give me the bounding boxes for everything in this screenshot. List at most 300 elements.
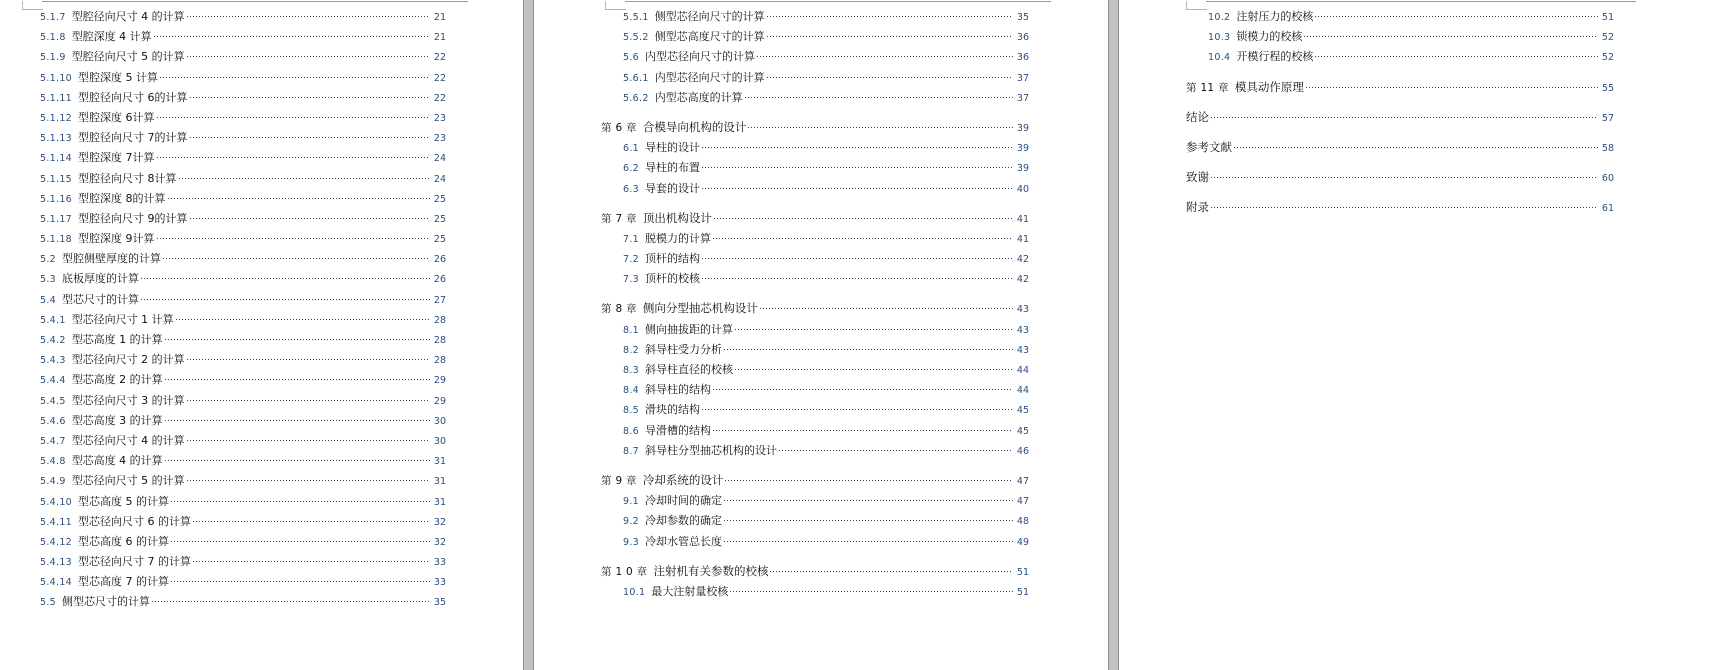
toc-entry-page-number: 37 <box>1016 92 1029 104</box>
toc-leader-dots <box>193 511 430 525</box>
toc-entry[interactable] <box>583 46 1029 66</box>
toc-entry-page-number: 28 <box>433 355 446 367</box>
toc-entry-title: 冷却时间的确定 <box>645 494 723 508</box>
toc-entry-number: 5.1.18 <box>40 234 73 246</box>
toc-leader-dots <box>702 399 1013 413</box>
toc-entry-title: 锁模力的校核 <box>1236 30 1303 44</box>
toc-entry-number: 5.1.12 <box>40 112 73 124</box>
toc-entry-number: 8.5 <box>623 405 640 417</box>
toc-entry-title: 侧向分型抽芯机构设计 <box>642 301 758 316</box>
toc-entry-page-number: 37 <box>1016 72 1029 84</box>
toc-entry-page-number: 29 <box>433 375 446 387</box>
toc-entry-title: 冷却水管总长度 <box>645 534 723 548</box>
toc-entry-page-number: 55 <box>1601 82 1614 94</box>
toc-entry[interactable] <box>1168 107 1614 127</box>
toc-entry-number: 5.6.1 <box>623 72 649 84</box>
toc-entry[interactable] <box>583 490 1029 510</box>
toc-entry-title: 型腔侧壁厚度的计算 <box>62 252 162 266</box>
toc-entry[interactable] <box>0 188 446 208</box>
toc-leader-dots <box>190 127 430 141</box>
toc-entry-title: 侧型芯尺寸的计算 <box>62 595 151 609</box>
toc-entry-page-number: 47 <box>1016 496 1029 508</box>
toc-row-spacer <box>1168 157 1614 167</box>
toc-entry-page-number: 39 <box>1016 122 1029 134</box>
toc-leader-dots <box>171 491 430 505</box>
toc-entry-title: 参考文献 <box>1186 139 1232 154</box>
toc-entry[interactable] <box>583 339 1029 359</box>
toc-entry[interactable] <box>0 491 446 511</box>
toc-entry-number: 5.4.13 <box>40 557 73 569</box>
toc-entry-page-number: 47 <box>1016 475 1029 487</box>
toc-entry-title: 型腔深度 9计算 <box>78 232 155 246</box>
toc-entry[interactable] <box>0 531 446 551</box>
toc-entry-title: 型腔径向尺寸 4 的计算 <box>71 10 185 23</box>
toc-entry[interactable] <box>0 289 446 309</box>
toc-leader-dots <box>735 319 1013 333</box>
toc-entry[interactable] <box>0 349 446 369</box>
toc-row-spacer <box>583 107 1029 117</box>
toc-leader-dots <box>724 531 1013 545</box>
toc-entry-title: 型芯高度 4 的计算 <box>71 454 163 468</box>
toc-entry-number: 第 8 章 <box>601 303 637 316</box>
toc-entry-title: 导柱的布置 <box>645 161 701 175</box>
toc-leader-dots <box>725 470 1013 484</box>
toc-entry-page-number: 51 <box>1601 12 1614 23</box>
toc-leader-dots <box>141 289 430 303</box>
gutter-edge <box>523 0 524 670</box>
toc-entry-page-number: 48 <box>1016 516 1029 528</box>
toc-entry[interactable] <box>583 581 1029 601</box>
toc-leader-dots <box>735 359 1013 373</box>
toc-entry[interactable] <box>583 470 1029 490</box>
toc-leader-dots <box>187 349 430 363</box>
toc-leader-dots <box>713 228 1013 242</box>
page-top-rule <box>42 1 468 2</box>
toc-entry-page-number: 22 <box>433 72 446 84</box>
toc-leader-dots <box>152 591 430 605</box>
toc-leader-dots <box>724 339 1013 353</box>
toc-leader-dots <box>187 430 430 444</box>
toc-entry-title: 内型芯径向尺寸的计算 <box>654 70 765 84</box>
toc-entry[interactable] <box>583 298 1029 318</box>
toc-leader-dots <box>713 420 1013 434</box>
toc-entry-page-number: 57 <box>1601 112 1614 124</box>
toc-entry[interactable] <box>1168 137 1614 157</box>
toc-entry-page-number: 28 <box>433 314 446 326</box>
toc-entry-number: 5.4 <box>40 294 57 306</box>
toc-entry[interactable] <box>583 420 1029 440</box>
toc-entry-number: 5.4.14 <box>40 577 73 589</box>
toc-entry[interactable] <box>583 379 1029 399</box>
toc-entry-title: 型芯高度 5 的计算 <box>78 494 170 508</box>
toc-entry[interactable] <box>0 168 446 188</box>
toc-entry-number: 8.3 <box>623 365 640 376</box>
toc-entry-page-number: 60 <box>1601 173 1614 185</box>
toc-leader-dots <box>171 571 430 585</box>
toc-entry-page-number: 42 <box>1016 254 1029 266</box>
toc-entry-number: 5.4.5 <box>40 395 66 407</box>
toc-entry-page-number: 31 <box>433 476 446 488</box>
toc-row-spacer <box>583 551 1029 561</box>
toc-entry-title: 型腔深度 4 计算 <box>71 30 152 44</box>
toc-entry[interactable] <box>583 178 1029 198</box>
toc-entry-page-number: 44 <box>1016 385 1029 397</box>
toc-entry-title: 型芯高度 1 的计算 <box>71 333 163 346</box>
toc-entry-title: 型芯高度 7 的计算 <box>78 575 170 589</box>
toc-leader-dots <box>767 67 1013 81</box>
toc-entry[interactable] <box>583 117 1029 137</box>
toc-entry[interactable] <box>583 510 1029 530</box>
toc-leader-dots <box>702 157 1013 171</box>
toc-entry-title: 滑块的结构 <box>645 403 701 417</box>
toc-entry-number: 第 1 0 章 <box>601 565 648 578</box>
toc-entry-title: 最大注射量校核 <box>651 584 729 598</box>
toc-entry-number: 5.3 <box>40 274 57 286</box>
toc-entry-page-number: 49 <box>1016 536 1029 548</box>
toc-leader-dots <box>745 87 1013 101</box>
toc-leader-dots <box>187 46 430 60</box>
toc-entry[interactable] <box>583 6 1029 26</box>
toc-entry[interactable] <box>583 399 1029 419</box>
toc-leader-dots <box>767 6 1013 20</box>
toc-entry-page-number: 26 <box>433 254 446 266</box>
toc-entry[interactable] <box>0 248 446 268</box>
toc-entry-number: 5.1.14 <box>40 153 73 165</box>
toc-entry-title: 型芯高度 6 的计算 <box>78 534 170 548</box>
toc-entry-page-number: 43 <box>1016 304 1029 316</box>
toc-entry-title: 顶杆的校核 <box>645 272 701 286</box>
toc-entry-number: 5.5 <box>40 597 57 609</box>
toc-entry[interactable] <box>0 26 446 46</box>
toc-entry-title: 型腔径向尺寸 7的计算 <box>78 131 188 145</box>
toc-entry-number: 5.2 <box>40 254 57 266</box>
toc-entry-number: 5.1.10 <box>40 72 73 84</box>
toc-entry[interactable] <box>0 107 446 127</box>
toc-entry-page-number: 21 <box>433 32 446 44</box>
toc-entry-page-number: 30 <box>433 415 446 427</box>
toc-leader-dots <box>770 561 1013 575</box>
toc-entry-page-number: 25 <box>433 193 446 205</box>
toc-leader-dots <box>1304 26 1598 40</box>
toc-entry-page-number: 30 <box>433 435 446 447</box>
toc-entry-number: 5.4.12 <box>40 536 73 548</box>
toc-entry-number: 5.4.8 <box>40 456 66 468</box>
toc-row-spacer <box>1168 67 1614 77</box>
toc-entry-number: 5.1.11 <box>40 92 73 104</box>
toc-entry-title: 侧型芯径向尺寸的计算 <box>654 10 765 23</box>
toc-leader-dots <box>1211 107 1598 121</box>
toc-entry[interactable] <box>0 147 446 167</box>
toc-entry-title: 侧向抽拔距的计算 <box>645 322 734 336</box>
toc-entry[interactable] <box>0 67 446 87</box>
toc-leader-dots <box>187 6 430 20</box>
toc-leader-dots <box>714 208 1013 222</box>
toc-entry-title: 型芯高度 2 的计算 <box>71 373 163 387</box>
toc-leader-dots <box>1315 46 1598 60</box>
toc-entry-title: 冷却系统的设计 <box>642 472 724 487</box>
toc-entry-page-number: 36 <box>1016 52 1029 64</box>
toc-entry-title: 脱模力的计算 <box>645 231 712 245</box>
toc-leader-dots <box>767 26 1013 40</box>
toc-leader-dots <box>748 117 1013 131</box>
toc-entry-page-number: 22 <box>433 52 446 64</box>
toc-entry-page-number: 41 <box>1016 213 1029 225</box>
toc-row-spacer <box>1168 97 1614 107</box>
toc-entry[interactable] <box>0 228 446 248</box>
toc-entry-number: 8.6 <box>623 425 640 437</box>
gutter-edge <box>533 0 534 670</box>
toc-entry[interactable] <box>0 87 446 107</box>
toc-entry-page-number: 25 <box>433 213 446 225</box>
toc-leader-dots <box>1211 167 1598 181</box>
toc-entry-title: 斜导柱直径的校核 <box>645 363 734 376</box>
toc-entry[interactable] <box>583 359 1029 379</box>
toc-entry-page-number: 31 <box>433 456 446 468</box>
toc-entry-page-number: 61 <box>1601 203 1614 215</box>
toc-entry[interactable] <box>0 511 446 531</box>
toc-entry-title: 合模导向机构的设计 <box>642 119 747 134</box>
toc-entry-title: 开模行程的校核 <box>1236 50 1314 64</box>
toc-entry[interactable] <box>583 87 1029 107</box>
toc-row-spacer <box>1168 187 1614 197</box>
toc-entry-title: 型腔深度 8的计算 <box>78 191 166 205</box>
toc-entry-number: 第 9 章 <box>601 474 637 487</box>
toc-entry[interactable] <box>0 591 446 611</box>
toc-entry[interactable] <box>0 329 446 349</box>
toc-entry[interactable] <box>583 319 1029 339</box>
toc-entry-page-number: 21 <box>433 12 446 23</box>
toc-entry-title: 导柱的设计 <box>645 141 701 155</box>
toc-entry[interactable] <box>583 137 1029 157</box>
toc-entry[interactable] <box>0 450 446 470</box>
toc-entry[interactable] <box>583 268 1029 288</box>
toc-entry-number: 8.2 <box>623 344 640 356</box>
toc-entry-number: 9.1 <box>623 496 640 508</box>
toc-entry-title: 型腔深度 7计算 <box>78 151 155 165</box>
toc-entry-title: 型芯径向尺寸 4 的计算 <box>71 433 185 447</box>
toc-leader-dots <box>1234 137 1598 151</box>
toc-entry-number: 5.1.17 <box>40 213 73 225</box>
toc-entry-number: 5.4.10 <box>40 496 73 508</box>
toc-entry[interactable] <box>583 157 1029 177</box>
toc-entry-page-number: 39 <box>1016 163 1029 175</box>
toc-leader-dots <box>1315 6 1598 20</box>
toc-entry-number: 9.3 <box>623 536 640 548</box>
toc-entry-page-number: 58 <box>1601 142 1614 154</box>
toc-entry-number: 5.4.3 <box>40 355 66 367</box>
toc-leader-dots <box>702 178 1013 192</box>
toc-entry[interactable] <box>0 46 446 66</box>
toc-entry-page-number: 46 <box>1016 445 1029 457</box>
toc-entry-number: 8.7 <box>623 445 640 457</box>
toc-entry-title: 冷却参数的确定 <box>645 514 723 528</box>
toc-leader-dots <box>168 188 430 202</box>
toc-leader-dots <box>141 268 430 282</box>
toc-entry-page-number: 45 <box>1016 405 1029 417</box>
toc-list-page-2 <box>583 6 1051 601</box>
toc-entry-number: 8.4 <box>623 385 640 397</box>
toc-list-page-1 <box>0 6 468 612</box>
toc-leader-dots <box>760 298 1013 312</box>
toc-entry[interactable] <box>1168 197 1614 217</box>
toc-entry[interactable] <box>583 248 1029 268</box>
toc-entry-title: 型芯尺寸的计算 <box>62 292 140 306</box>
document-page-2 <box>583 0 1051 670</box>
toc-entry-title: 导滑槽的结构 <box>645 423 712 437</box>
toc-entry-title: 导套的设计 <box>645 181 701 195</box>
toc-entry-number: 5.4.11 <box>40 516 73 528</box>
toc-entry-number: 第 6 章 <box>601 121 637 134</box>
toc-entry-page-number: 45 <box>1016 425 1029 437</box>
toc-entry[interactable] <box>0 268 446 288</box>
toc-entry-title: 型腔径向尺寸 9的计算 <box>78 211 188 225</box>
toc-entry-page-number: 28 <box>433 335 446 346</box>
toc-entry-page-number: 33 <box>433 557 446 569</box>
toc-leader-dots <box>702 268 1013 282</box>
toc-entry[interactable] <box>0 369 446 389</box>
toc-entry-title: 型芯高度 3 的计算 <box>71 413 163 427</box>
toc-entry-number: 10.3 <box>1208 32 1231 44</box>
toc-entry[interactable] <box>0 127 446 147</box>
toc-entry-title: 型芯径向尺寸 7 的计算 <box>78 555 192 569</box>
toc-entry-number: 10.4 <box>1208 52 1231 64</box>
toc-entry-page-number: 22 <box>433 92 446 104</box>
toc-entry[interactable] <box>0 571 446 591</box>
toc-leader-dots <box>1211 197 1598 211</box>
toc-entry-page-number: 51 <box>1016 566 1029 578</box>
toc-leader-dots <box>154 26 430 40</box>
toc-entry[interactable] <box>1168 26 1614 46</box>
toc-entry-number: 5.6 <box>623 52 640 64</box>
toc-entry[interactable] <box>1168 77 1614 97</box>
toc-entry-page-number: 52 <box>1601 52 1614 64</box>
toc-leader-dots <box>1306 77 1598 91</box>
toc-entry-page-number: 33 <box>433 577 446 589</box>
toc-entry-title: 附录 <box>1186 200 1209 215</box>
toc-entry-number: 5.5.1 <box>623 12 649 23</box>
toc-entry-number: 5.1.9 <box>40 52 66 64</box>
toc-entry[interactable] <box>583 440 1029 460</box>
toc-leader-dots <box>190 208 430 222</box>
toc-entry-page-number: 24 <box>433 173 446 185</box>
toc-entry-number: 5.4.7 <box>40 435 66 447</box>
toc-entry-page-number: 52 <box>1601 32 1614 44</box>
toc-leader-dots <box>713 379 1013 393</box>
toc-leader-dots <box>160 67 430 81</box>
toc-entry-page-number: 32 <box>433 516 446 528</box>
toc-entry-number: 7.2 <box>623 254 640 266</box>
toc-row-spacer <box>583 288 1029 298</box>
toc-entry[interactable] <box>0 390 446 410</box>
toc-list-page-3 <box>1168 6 1636 218</box>
toc-entry-title: 型芯径向尺寸 2 的计算 <box>71 353 185 367</box>
toc-entry[interactable] <box>0 309 446 329</box>
toc-entry-title: 斜导柱的结构 <box>645 383 712 397</box>
toc-leader-dots <box>724 490 1013 504</box>
toc-entry[interactable] <box>0 470 446 490</box>
toc-entry-number: 5.4.6 <box>40 415 66 427</box>
toc-entry[interactable] <box>583 561 1029 581</box>
toc-leader-dots <box>187 390 430 404</box>
toc-entry-page-number: 43 <box>1016 344 1029 356</box>
toc-entry-page-number: 35 <box>433 597 446 609</box>
toc-entry-page-number: 36 <box>1016 32 1029 44</box>
toc-entry-number: 6.3 <box>623 183 640 195</box>
gutter-edge <box>1118 0 1119 670</box>
toc-entry[interactable] <box>0 430 446 450</box>
toc-entry-page-number: 27 <box>433 294 446 306</box>
toc-entry-title: 型腔径向尺寸 6的计算 <box>78 90 188 104</box>
toc-entry[interactable] <box>583 531 1029 551</box>
toc-leader-dots <box>187 470 430 484</box>
page-top-rule <box>625 1 1051 2</box>
toc-entry[interactable] <box>583 67 1029 87</box>
toc-entry-page-number: 24 <box>433 153 446 165</box>
toc-leader-dots <box>165 450 430 464</box>
toc-entry[interactable] <box>583 208 1029 228</box>
toc-entry-page-number: 44 <box>1016 365 1029 376</box>
toc-entry-number: 5.1.13 <box>40 133 73 145</box>
toc-entry-number: 6.1 <box>623 143 640 155</box>
toc-leader-dots <box>157 228 430 242</box>
toc-entry-number: 7.3 <box>623 274 640 286</box>
toc-entry[interactable] <box>583 228 1029 248</box>
toc-entry-number: 9.2 <box>623 516 640 528</box>
toc-leader-dots <box>724 510 1013 524</box>
toc-entry[interactable] <box>1168 6 1614 26</box>
toc-entry-number: 5.4.9 <box>40 476 66 488</box>
toc-entry-page-number: 29 <box>433 395 446 407</box>
toc-leader-dots <box>176 309 430 323</box>
toc-entry-page-number: 39 <box>1016 143 1029 155</box>
toc-entry-page-number: 51 <box>1016 586 1029 598</box>
toc-entry-number: 8.1 <box>623 324 640 336</box>
toc-row-spacer <box>583 460 1029 470</box>
toc-entry-title: 底板厚度的计算 <box>62 272 140 286</box>
toc-row-spacer <box>1168 127 1614 137</box>
toc-leader-dots <box>193 551 430 565</box>
toc-entry-number: 10.2 <box>1208 12 1231 23</box>
toc-leader-dots <box>179 168 430 182</box>
toc-entry-title: 注射压力的校核 <box>1236 10 1314 23</box>
toc-entry-number: 5.4.4 <box>40 375 66 387</box>
toc-entry-title: 模具动作原理 <box>1234 79 1304 94</box>
toc-entry-title: 结论 <box>1186 109 1209 124</box>
toc-entry-number: 5.5.2 <box>623 32 649 44</box>
toc-entry-title: 致谢 <box>1186 170 1209 185</box>
toc-entry-page-number: 26 <box>433 274 446 286</box>
toc-entry[interactable] <box>0 6 446 26</box>
toc-entry[interactable] <box>0 410 446 430</box>
toc-leader-dots <box>190 87 430 101</box>
toc-entry-page-number: 43 <box>1016 324 1029 336</box>
toc-entry-title: 型芯径向尺寸 6 的计算 <box>78 514 192 528</box>
toc-entry-title: 顶出机构设计 <box>642 210 712 225</box>
toc-leader-dots <box>165 369 430 383</box>
toc-entry[interactable] <box>1168 46 1614 66</box>
toc-entry-page-number: 23 <box>433 133 446 145</box>
toc-entry-title: 型腔径向尺寸 5 的计算 <box>71 50 185 64</box>
toc-entry-number: 5.1.16 <box>40 193 73 205</box>
toc-leader-dots <box>702 248 1013 262</box>
toc-entry[interactable] <box>583 26 1029 46</box>
toc-entry-title: 型芯径向尺寸 3 的计算 <box>71 393 185 407</box>
document-page-3 <box>1168 0 1636 670</box>
toc-entry-title: 型腔深度 5 计算 <box>78 70 159 84</box>
toc-entry[interactable] <box>1168 167 1614 187</box>
toc-entry[interactable] <box>0 551 446 571</box>
toc-entry[interactable] <box>0 208 446 228</box>
